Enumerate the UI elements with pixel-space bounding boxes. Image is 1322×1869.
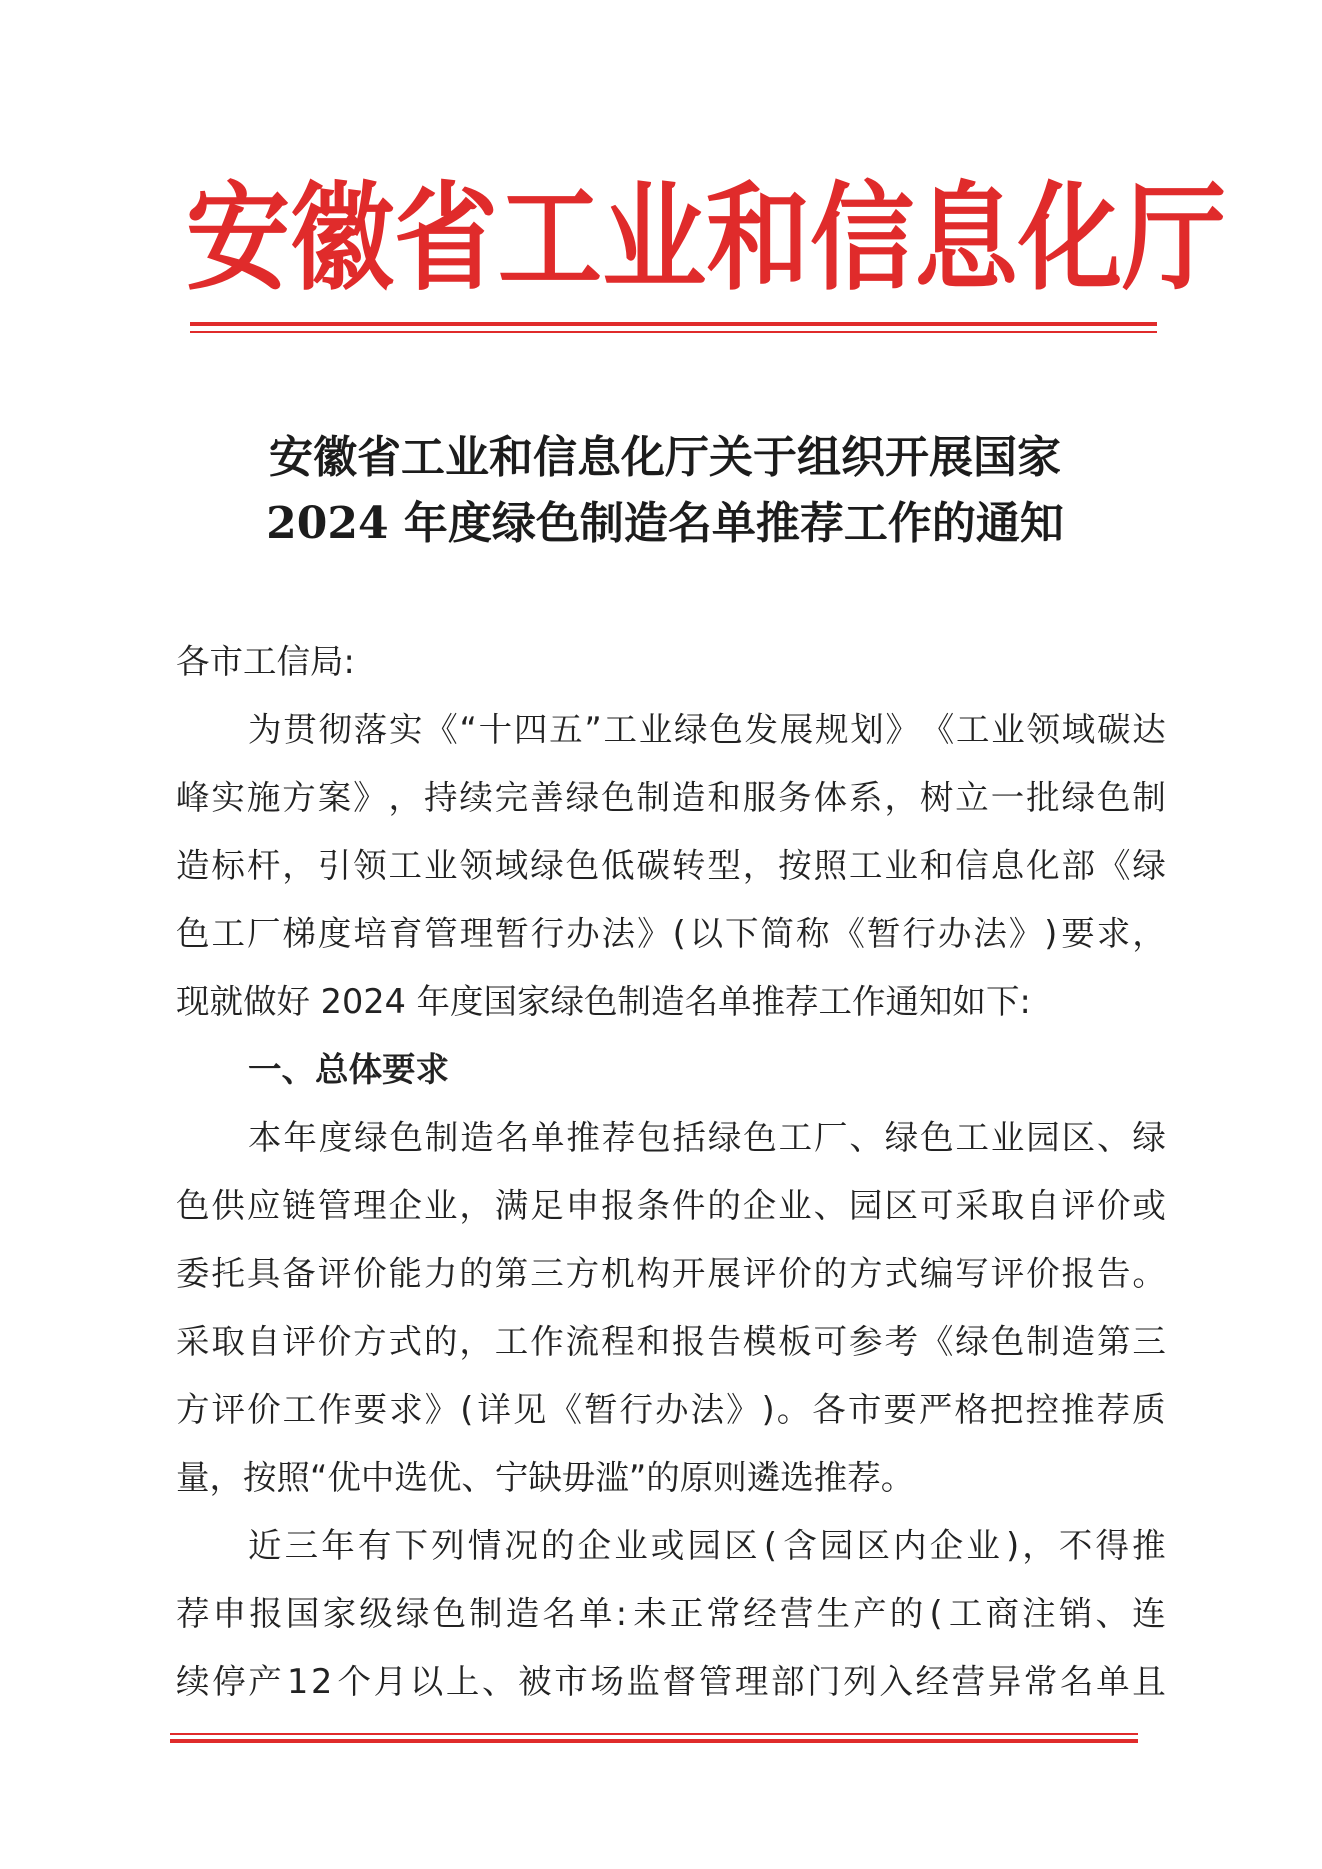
salutation: 各市工信局:	[176, 642, 355, 681]
footer-red-rule	[170, 1733, 1138, 1747]
paragraph-1-line-4: 色 工 厂 梯 度 培 育 管 理 暂 行 办 法 》 ( 以 下 简 称 《 暂 行 办 法 》 ) 要 求 ，	[176, 914, 1166, 953]
letterhead-char: 业	[602, 168, 707, 307]
red-rule-thin	[190, 331, 1157, 333]
paragraph-1-line-5: 现就做好 2024 年度国家绿色制造名单推荐工作通知如下:	[176, 982, 1031, 1021]
paragraph-1-line-3: 造 标 杆 ， 引 领 工 业 领 域 绿 色 低 碳 转 型 ， 按 照 工 业 和 信 息 化 部 《 绿	[176, 846, 1166, 885]
letterhead-char: 厅	[1122, 168, 1227, 307]
letterhead-char: 化	[1018, 168, 1123, 307]
paragraph-3-line-1: 近 三 年 有 下 列 情 况 的 企 业 或 园 区 ( 含 园 区 内 企 业 ) ， 不 得 推	[248, 1526, 1166, 1565]
paragraph-3-line-3: 续 停 产 1 2 个 月 以 上 、 被 市 场 监 督 管 理 部 门 列 入 经 营 异 常 名 单 且	[176, 1662, 1166, 1701]
letterhead-char: 徽	[290, 168, 395, 307]
paragraph-2-line-4: 采 取 自 评 价 方 式 的 ， 工 作 流 程 和 报 告 模 板 可 参 考 《 绿 色 制 造 第 三	[176, 1322, 1166, 1361]
paragraph-2-line-3: 委 托 具 备 评 价 能 力 的 第 三 方 机 构 开 展 评 价 的 方 式 编 写 评 价 报 告 。	[176, 1254, 1166, 1293]
letterhead-org-name	[186, 168, 1227, 308]
paragraph-2-line-2: 色 供 应 链 管 理 企 业 ， 满 足 申 报 条 件 的 企 业 、 园 区 可 采 取 自 评 价 或	[176, 1186, 1166, 1225]
red-rule-thick	[190, 322, 1157, 326]
paragraph-1-line-1: 为 贯 彻 落 实 《 “ 十 四 五 ” 工 业 绿 色 发 展 规 划 》 《 工 业 领 域 碳 达	[248, 710, 1166, 749]
letterhead-char: 工	[498, 168, 603, 307]
letterhead-char: 信	[810, 168, 915, 307]
letterhead-char: 息	[914, 168, 1019, 307]
paragraph-3-line-2: 荐 申 报 国 家 级 绿 色 制 造 名 单 : 未 正 常 经 营 生 产 的 ( 工 商 注 销 、 连	[176, 1594, 1166, 1633]
footer-rule-thick	[170, 1739, 1138, 1743]
letterhead-char: 省	[394, 168, 499, 307]
section-1-heading: 一、总体要求	[248, 1050, 449, 1089]
paragraph-1-line-2: 峰 实 施 方 案 》 ， 持 续 完 善 绿 色 制 造 和 服 务 体 系 ， 树 立 一 批 绿 色 制	[176, 778, 1166, 817]
letterhead-char: 安	[186, 168, 291, 307]
document-body	[176, 628, 1166, 1716]
paragraph-2-line-6: 量，按照“优中选优、宁缺毋滥”的原则遴选推荐。	[176, 1458, 915, 1497]
paragraph-2-line-5: 方 评 价 工 作 要 求 》 ( 详 见 《 暂 行 办 法 》 ) 。 各 市 要 严 格 把 控 推 荐 质	[176, 1390, 1166, 1429]
document-title	[180, 425, 1150, 557]
title-line-2: 2024 年度绿色制造名单推荐工作的通知	[266, 498, 1064, 549]
paragraph-2-line-1: 本 年 度 绿 色 制 造 名 单 推 荐 包 括 绿 色 工 厂 、 绿 色 工 业 园 区 、 绿	[248, 1118, 1166, 1157]
letterhead-char: 和	[706, 168, 811, 307]
footer-rule-thin	[170, 1733, 1138, 1735]
title-line-1: 安徽省工业和信息化厅关于组织开展国家	[269, 432, 1061, 483]
letterhead-red-rule	[190, 322, 1157, 338]
